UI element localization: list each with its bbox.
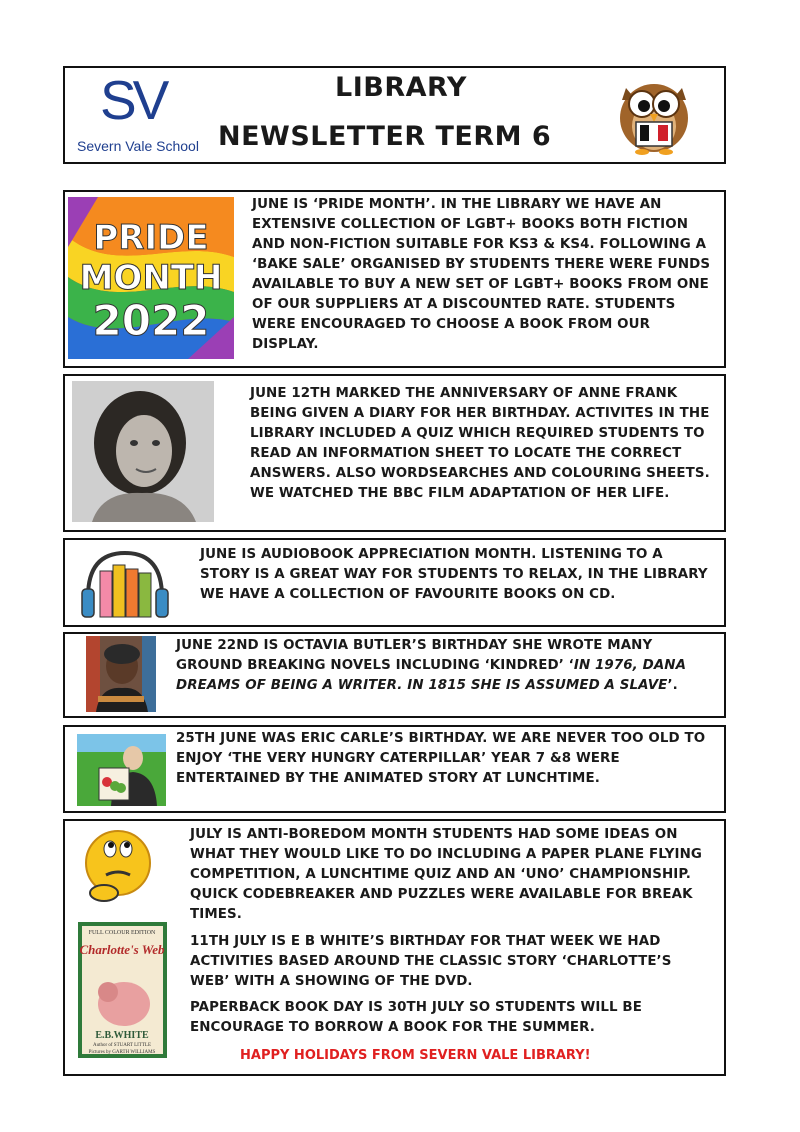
cover-illustrator: Pictures by GARTH WILLIAMS (88, 1050, 156, 1055)
anne-frank-photo (72, 381, 214, 522)
butler-text-end: ’. (667, 678, 678, 693)
carle-text: 25TH JUNE WAS ERIC CARLE’S BIRTHDAY. WE ARE NEVER TOO OLD TO ENJOY ‘THE VERY HUNGRY CATERPILLAR’ YEAR 7 &8 WERE ENTERTAINED BY THE ANIMATED STORY AT LUNCHTIME. (176, 731, 706, 786)
owl-reading-icon (612, 70, 696, 156)
pride-month-image (68, 197, 234, 359)
eric-carle-photo (77, 734, 166, 806)
pride-word-2: MONTH (79, 258, 223, 298)
butler-text-main: JUNE 22ND IS OCTAVIA BUTLER’S BIRTHDAY SHE WROTE MANY GROUND BREAKING NOVELS INCLUDING ‘KINDRED’ ‘ (176, 638, 653, 673)
pride-word-1: PRIDE (93, 218, 209, 258)
eb-white-text: 11TH JULY IS E B WHITE’S BIRTHDAY FOR THAT WEEK WE HAD ACTIVITIES BASED AROUND THE CLASSIC STORY ‘CHARLOTTE’S WEB’ WITH A SHOWING OF THE DVD. (190, 934, 672, 989)
pride-year: 2022 (92, 296, 210, 345)
kindred-quote: IN 1976, DANA DREAMS OF BEING A WRITER. IN 1815 SHE IS ASSUMED A SLAVE (176, 658, 687, 693)
octavia-butler-photo (86, 636, 156, 712)
school-name: Severn Vale School (77, 138, 199, 154)
pride-text: JUNE IS ‘PRIDE MONTH’. IN THE LIBRARY WE HAVE AN EXTENSIVE COLLECTION OF LGBT+ BOOKS BOTH FICTION AND NON-FICTION SUITABLE FOR KS3 & KS4. FOLLOWING A ‘BAKE SALE’ ORGANISED BY STUDENTS THERE WERE FUNDS AVAILABLE TO BUY A NEW SET OF LGBT+ BOOKS FROM ONE OF OUR SUPPLIERS AT A DISCOUNTED RATE. STUDENTS WERE ENCOURAGED TO CHOOSE A BOOK FROM OUR DISPLAY. (252, 197, 711, 352)
charlottes-web-cover (78, 922, 167, 1058)
cover-subtitle: Author of STUART LITTLE (92, 1043, 152, 1048)
anti-boredom-text: JULY IS ANTI-BOREDOM MONTH STUDENTS HAD SOME IDEAS ON WHAT THEY WOULD LIKE TO DO INCLUDING A PAPER PLANE FLYING COMPETITION, A LUNCHTIME QUIZ AND AN ‘UNO’ CHAMPIONSHIP. QUICK CODEBREAKER AND PUZZLES WERE AVAILABLE FOR BREAK TIMES. (190, 827, 703, 922)
page-subtitle: NEWSLETTER TERM 6 (218, 121, 552, 152)
headphones-books-icon (80, 549, 170, 621)
cover-edition: FULL COLOUR EDITION (88, 930, 156, 936)
page-title: LIBRARY (335, 72, 467, 103)
anne-frank-text: JUNE 12TH MARKED THE ANNIVERSARY OF ANNE FRANK BEING GIVEN A DIARY FOR HER BIRTHDAY. ACTIVITES IN THE LIBRARY INCLUDED A QUIZ WHICH REQUIRED STUDENTS TO READ AN INFORMATION SHEET TO LOCATE THE CORRECT ANSWERS. ALSO WORDSEARCHES AND COLOURING SHEETS. WE WATCHED THE BBC FILM ADAPTATION OF HER LIFE. (250, 386, 710, 501)
school-logo: SV (100, 69, 166, 131)
holiday-message: HAPPY HOLIDAYS FROM SEVERN VALE LIBRARY! (240, 1048, 591, 1063)
paperback-text: PAPERBACK BOOK DAY IS 30TH JULY SO STUDENTS WILL BE ENCOURAGE TO BORROW A BOOK FOR THE SUMMER. (190, 1000, 642, 1035)
cover-author: E.B.WHITE (95, 1030, 149, 1041)
audiobook-text: JUNE IS AUDIOBOOK APPRECIATION MONTH. LISTENING TO A STORY IS A GREAT WAY FOR STUDENTS TO RELAX, IN THE LIBRARY WE HAVE A COLLECTION OF FAVOURITE BOOKS ON CD. (200, 547, 708, 602)
butler-text (176, 636, 712, 696)
thinking-emoji-icon (78, 825, 160, 907)
cover-title: Charlotte's Web (79, 942, 165, 957)
